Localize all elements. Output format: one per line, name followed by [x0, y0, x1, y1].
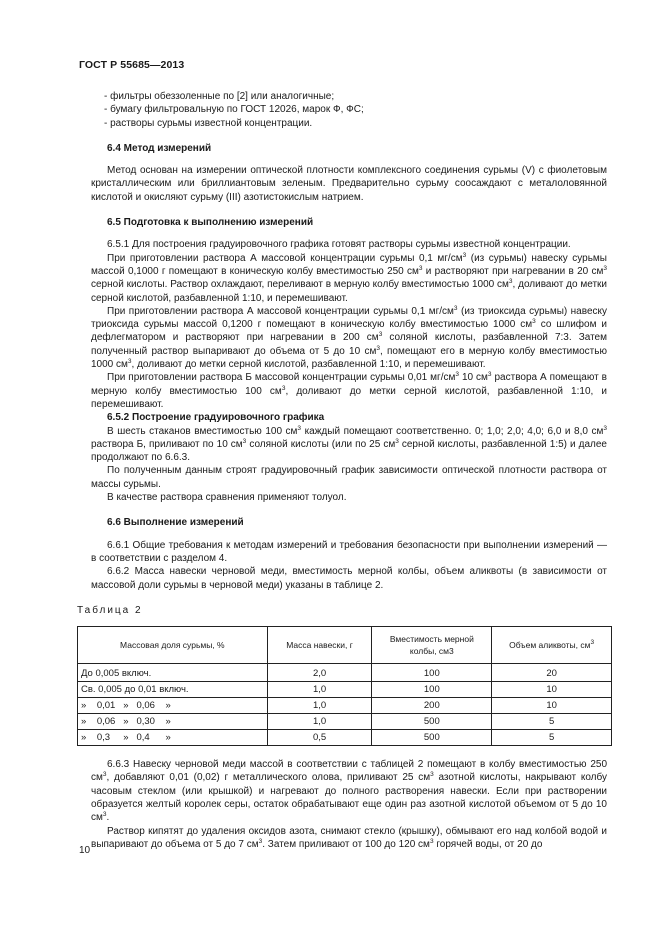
table-cell: 100 [372, 682, 492, 698]
table-header-text: Объем аликвоты, см [509, 640, 591, 651]
superscript: 3 [603, 264, 607, 272]
paragraph-text: , добавляют 0,01 (0,02) г металлического олова, приливают 25 см [106, 772, 431, 784]
superscript: 3 [281, 384, 286, 392]
table-cell: 1,0 [267, 698, 372, 714]
superscript: 3 [102, 771, 107, 779]
paragraph-text: и растворяют при нагревании в 20 см [422, 265, 604, 277]
table-row [78, 730, 612, 746]
superscript: 3 [453, 304, 458, 312]
document-code: ГОСТ Р 55685—2013 [79, 59, 185, 71]
paragraph: В качестве раствора сравнения применяют толуол. [107, 492, 347, 504]
superscript: 3 [590, 639, 595, 647]
section-heading: 6.5 Подготовка к выполнению измерений [107, 217, 314, 229]
bullet-item: - фильтры обеззоленные по [2] или аналогичные; [104, 91, 335, 102]
superscript: 3 [455, 371, 459, 379]
table-cell: 500 [372, 730, 492, 746]
table-cell: » 0,01 » 0,06 » [78, 698, 268, 714]
superscript: 3 [258, 837, 263, 845]
superscript: 3 [127, 358, 132, 366]
paragraph [91, 371, 607, 411]
paragraph-text: со шлифом и дефлегматором и растворяют при нагревании в 200 см [91, 319, 608, 344]
subsection-heading: 6.5.2 Построение градуировочного графика [107, 412, 325, 424]
superscript: 3 [487, 371, 492, 379]
section-heading: 6.4 Метод измерений [107, 142, 212, 154]
table-cell: » 0,3 » 0,4 » [78, 730, 268, 746]
paragraph-text: . [106, 812, 110, 824]
table-cell: 10 [492, 682, 612, 698]
superscript: 3 [532, 318, 536, 326]
superscript: 3 [297, 424, 302, 432]
superscript: 3 [462, 251, 467, 259]
paragraph-text: При приготовлении раствора А массовой концентрации сурьмы 0,1 мг/см [107, 252, 463, 264]
paragraph-text: , помещают его в мерную колбу вместимостью 1000 см [91, 345, 607, 371]
table-cell: Св. 0,005 до 0,01 включ. [78, 682, 268, 698]
table-row [78, 664, 612, 682]
paragraph-text: азотной кислоты, накрывают колбу часовым стеклом (или крышкой) и нагревают до полного растворения навески. Если при растворении образуется желтый королек серы, остаток обрабатывают еще один раз азотной кислотой объемом от 5 до 10 см [91, 772, 607, 824]
table-cell: 0,5 [267, 730, 372, 746]
superscript: 3 [508, 278, 513, 286]
superscript: 3 [430, 771, 434, 779]
paragraph-text: горячей воды, от 20 до [433, 838, 543, 850]
paragraph [91, 305, 607, 371]
superscript: 3 [603, 424, 607, 432]
paragraph-text: раствора А помещают в мерную колбу вместимостью 100 см [91, 372, 607, 397]
paragraph [91, 252, 607, 305]
paragraph-text: соляной кислоты, разбавленной 7:3. Затем полученный раствор выпаривают до объема от 5 до 10 см [91, 332, 607, 357]
paragraph-text: При приготовлении раствора Б массовой концентрации сурьмы 0,01 мг/см [107, 372, 456, 384]
superscript: 3 [418, 264, 423, 272]
paragraph: 6.6.2 Масса навески черновой меди, вместимость мерной колбы, объем аликвоты (в зависимости от массовой доли сурьмы в черновой меди) указаны в таблице 2. [91, 566, 607, 591]
paragraph-text: В шесть стаканов вместимостью 100 см [107, 425, 298, 437]
paragraph [91, 758, 607, 824]
paragraph-text: , доливают до метки серной кислотой, разбавленной 1:10, и перемешивают. [91, 279, 607, 304]
table-cell: 500 [372, 714, 492, 730]
paragraph: 6.6.1 Общие требования к методам измерений и требования безопасности при выполнении измерений — в соответствии с разделом 4. [91, 539, 607, 564]
table-cell: 200 [372, 698, 492, 714]
paragraph-text: . Затем приливают от 100 до 120 см [262, 838, 430, 850]
page-number: 10 [79, 845, 91, 856]
table-cell: » 0,06 » 0,30 » [78, 714, 268, 730]
page-body [77, 90, 608, 851]
table-cell: До 0,005 включ. [78, 664, 268, 682]
paragraph-text: , доливают до метки серной кислотой, разбавленной 1:10, и перемешивают. [91, 385, 607, 410]
table-header-cell: Вместимость мерной колбы, см3 [372, 627, 492, 664]
bullet-item: - бумагу фильтровальную по ГОСТ 12026, марок Ф, ФС; [104, 104, 364, 116]
table-row [78, 682, 612, 698]
superscript: 3 [395, 437, 399, 445]
section-heading: 6.6 Выполнение измерений [107, 517, 244, 529]
paragraph-text: серной кислоты. Раствор охлаждают, переливают в мерную колбу вместимостью 1000 см [91, 279, 509, 291]
table-cell: 2,0 [267, 664, 372, 682]
paragraph-text: 6.6.3 Навеску черновой меди массой в соответствии с таблицей 2 помещают в колбу вместимостью 250 см [91, 759, 607, 784]
paragraph: Метод основан на измерении оптической плотности комплексного соединения сурьмы (V) с фиолетовым кристаллическим или бриллиантовым зеленым. Предварительно сурьму соосаждают с металоловянной кислотой и окисляют сурьму (III) азотистокислым натрием. [91, 165, 607, 203]
table-cell: 100 [372, 664, 492, 682]
paragraph-text: (из сурьмы) навеску сурьмы массой 0,1000 г помещают в коническую колбу вместимостью 250 см [91, 252, 607, 277]
paragraph-text: раствора Б, приливают по 10 см [91, 438, 243, 450]
superscript: 3 [376, 344, 380, 352]
table-header-row [78, 627, 612, 664]
superscript: 3 [102, 811, 107, 819]
data-table [77, 626, 612, 746]
paragraph [91, 825, 607, 852]
paragraph: 6.5.1 Для построения градуировочного графика готовят растворы сурьмы известной концентрации. [107, 239, 571, 251]
superscript: 3 [429, 837, 434, 845]
paragraph: По полученным данным строят градуировочный график зависимости оптической плотности раствора от массы сурьмы. [91, 465, 607, 490]
table-row [78, 698, 612, 714]
table-cell: 20 [492, 664, 612, 682]
table-header-cell [492, 627, 612, 664]
superscript: 3 [242, 437, 247, 445]
paragraph [91, 425, 607, 465]
paragraph-text: (из триоксида сурьмы) навеску триоксида сурьмы массой 0,1200 г помещают в коническую колбу вместимостью 1000 см [91, 305, 607, 331]
table-cell: 10 [492, 698, 612, 714]
table-header-cell: Массовая доля сурьмы, % [78, 627, 268, 664]
table-header-cell: Масса навески, г [267, 627, 372, 664]
paragraph-text: 10 см [458, 372, 488, 384]
superscript: 3 [378, 331, 383, 339]
table-cell: 1,0 [267, 714, 372, 730]
paragraph-text: При приготовлении раствора А массовой концентрации сурьмы 0,1 мг/см [107, 305, 454, 317]
paragraph-text: Раствор кипятят до удаления оксидов азота, снимают стекло (крышку), обмывают его над колбой водой и выпаривают до объема от 5 до 7 см [91, 825, 607, 850]
paragraph-text: соляной кислоты (или по 25 см [246, 438, 396, 450]
paragraph-text: , доливают до метки серной кислотой, разбавленной 1:10, и перемешивают. [131, 359, 486, 371]
table-cell: 1,0 [267, 682, 372, 698]
paragraph-text: серной кислоты, разбавленной 1:5) и далее продолжают по 6.6.3. [91, 438, 607, 464]
bullet-item: - растворы сурьмы известной концентрации. [104, 117, 313, 129]
paragraph-text: каждый помещают соответственно. 0; 1,0; 2,0; 4,0; 6,0 и 8,0 см [301, 425, 604, 437]
table-row [78, 714, 612, 730]
table-cell: 5 [492, 730, 612, 746]
table-cell: 5 [492, 714, 612, 730]
table-caption: Таблица 2 [77, 604, 143, 616]
